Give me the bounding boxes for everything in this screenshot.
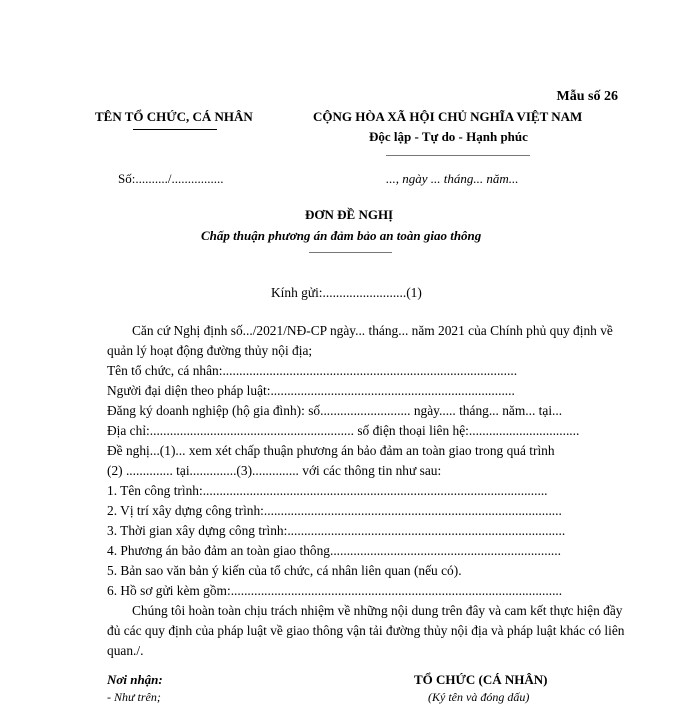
commitment-line-3: quan./.	[107, 643, 144, 658]
request-line-2: (2) .............. tại..............(3).............. với các thông tin như sau:	[107, 463, 442, 478]
registration-field: Đăng ký doanh nghiệp (hộ gia đình): số........................... ngày..... tháng... năm... tại...	[107, 403, 563, 418]
commitment-line-1: Chúng tôi hoàn toàn chịu trách nhiệm về những nội dung trên đây và cam kết thực hiện đầy	[132, 603, 623, 618]
list-item: 3. Thời gian xây dựng công trình:...................................................................................	[107, 523, 566, 538]
address-field: Địa chỉ:............................................................. số điện thoại liên hệ:.................................	[107, 423, 580, 438]
recipients-label: Nơi nhận:	[107, 672, 163, 687]
representative-field: Người đại diện theo pháp luật:.........................................................................	[107, 383, 515, 398]
recipients-first: - Như trên;	[107, 690, 161, 704]
form-number: Mẫu số 26	[556, 89, 618, 104]
list-item: 4. Phương án bảo đảm an toàn giao thông.....................................................................	[107, 543, 561, 558]
list-item: 2. Vị trí xây dựng công trình:.........................................................................................	[107, 503, 562, 518]
org-name-underline	[133, 129, 217, 130]
signer-title: TỔ CHỨC (CÁ NHÂN)	[414, 672, 548, 687]
document-title: ĐƠN ĐỀ NGHỊ	[305, 207, 394, 222]
country-name: CỘNG HÒA XÃ HỘI CHỦ NGHĨA VIỆT NAM	[313, 109, 583, 124]
motto: Độc lập - Tự do - Hạnh phúc	[369, 129, 528, 144]
document-number: Số:........../................	[118, 171, 224, 186]
document-subtitle: Chấp thuận phương án đảm bảo an toàn giao thông	[201, 228, 482, 243]
commitment-line-2: đủ các quy định của pháp luật về giao thông vận tải đường thủy nội địa và pháp luật khác có liên	[107, 623, 625, 638]
org-field: Tên tổ chức, cá nhân:........................................................................................	[107, 363, 518, 378]
place-date: ..., ngày ... tháng... năm...	[386, 171, 519, 186]
intro-line-2: quản lý hoạt động đường thủy nội địa;	[107, 343, 313, 358]
intro-line-1: Căn cứ Nghị định số.../2021/NĐ-CP ngày... tháng... năm 2021 của Chính phủ quy định về	[132, 323, 613, 338]
recipient-line: Kính gửi:.........................(1)	[271, 285, 422, 300]
motto-underline	[386, 155, 530, 156]
title-underline	[309, 252, 392, 253]
list-item: 5. Bản sao văn bản ý kiến của tổ chức, cá nhân liên quan (nếu có).	[107, 563, 462, 578]
list-item: 6. Hồ sơ gửi kèm gồm:...................................................................................................	[107, 583, 563, 598]
signer-note: (Ký tên và đóng dấu)	[428, 690, 530, 704]
org-name: TÊN TỔ CHỨC, CÁ NHÂN	[95, 109, 253, 124]
request-line-1: Đề nghị...(1)... xem xét chấp thuận phương án bảo đảm an toàn giao trong quá trình	[107, 443, 555, 458]
list-item: 1. Tên công trình:.......................................................................................................	[107, 483, 548, 498]
